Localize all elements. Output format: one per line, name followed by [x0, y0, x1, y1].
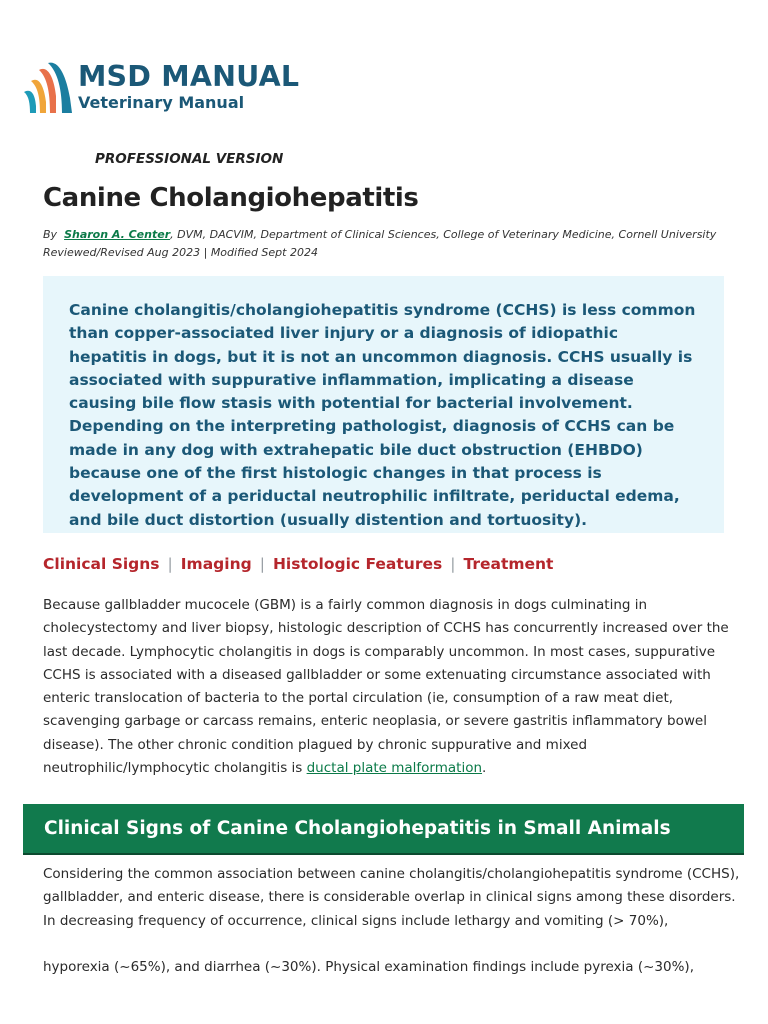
toc-link-histologic-features[interactable]: Histologic Features	[272, 555, 443, 573]
intro-text: Because gallbladder mucocele (GBM) is a fairly common diagnosis in dogs culminating in cholecystectomy and liver biopsy, histologic description of CCHS has concurrently increased over the last decade. Lymphocytic cholangitis in dogs is comparably uncommon. In most cases, suppurative CCHS is associated with a diseased gallbladder or some extenuating circumstance associated with enteric translocation of bacteria to the portal circulation (ie, consumption of a raw meat diet, scavenging garbage or carcass remains, enteric neoplasia, or severe gastritis inflammatory bowel disease). The other chronic condition plagued by chronic suppurative and mixed neutrophilic/lymphocytic cholangitis is	[43, 597, 729, 777]
site-logo[interactable]	[22, 60, 312, 118]
toc-separator: |	[259, 555, 265, 573]
toc-separator: |	[167, 555, 173, 573]
review-date: Reviewed/Revised Aug 2023 | Modified Sept 2024	[43, 246, 318, 259]
logo-subtitle: Veterinary Manual	[78, 93, 245, 112]
clinical-signs-paragraph: Considering the common association between canine cholangitis/cholangiohepatitis syndrome (CCHS), gallbladder, and enteric disease, there is considerable overlap in clinical signs among these disorders. In decreasing frequency of occurrence, clinical signs include lethargy and vomiting (> 70%),	[43, 866, 740, 929]
intro-paragraph	[43, 594, 733, 780]
toc-link-treatment[interactable]: Treatment	[463, 555, 554, 573]
msd-logo-icon	[22, 62, 74, 116]
summary-box	[43, 276, 724, 533]
section-heading: Clinical Signs of Canine Cholangiohepatitis in Small Animals	[44, 818, 671, 839]
version-label: PROFESSIONAL VERSION	[95, 151, 284, 167]
logo-title: MSD MANUAL	[78, 60, 300, 93]
ductal-plate-link[interactable]: ductal plate malformation	[306, 760, 483, 777]
toc-separator: |	[450, 555, 456, 573]
author-link[interactable]: Sharon A. Center	[64, 228, 171, 241]
clinical-signs-paragraph-continued: hyporexia (~65%), and diarrhea (~30%). Physical examination findings include pyrexia (~30%),	[43, 959, 694, 975]
summary-text: Canine cholangitis/cholangiohepatitis syndrome (CCHS) is less common than copper-associated liver injury or a diagnosis of idiopathic hepatitis in dogs, but it is not an uncommon diagnosis. CCHS usually is associated with suppurative inflammation, implicating a disease causing bile flow stasis with potential for bacterial involvement. Depending on the interpreting pathologist, diagnosis of CCHS can be made in any dog with extrahepatic bile duct obstruction (EHBDO) because one of the first histologic changes in that process is development of a periductal neutrophilic infiltrate, periductal edema, and bile duct distortion (usually distention and tortuosity).	[69, 301, 696, 529]
section-header-clinical-signs	[23, 804, 744, 855]
intro-end: .	[482, 760, 487, 777]
toc-link-imaging[interactable]: Imaging	[180, 555, 252, 573]
table-of-contents	[43, 555, 553, 573]
toc-link-clinical-signs[interactable]: Clinical Signs	[43, 555, 160, 573]
author-credentials: , DVM, DACVIM, Department of Clinical Sciences, College of Veterinary Medicine, Cornell University	[170, 228, 717, 241]
page-title: Canine Cholangiohepatitis	[43, 183, 419, 213]
byline	[43, 228, 716, 241]
byline-prefix: By	[43, 228, 58, 241]
